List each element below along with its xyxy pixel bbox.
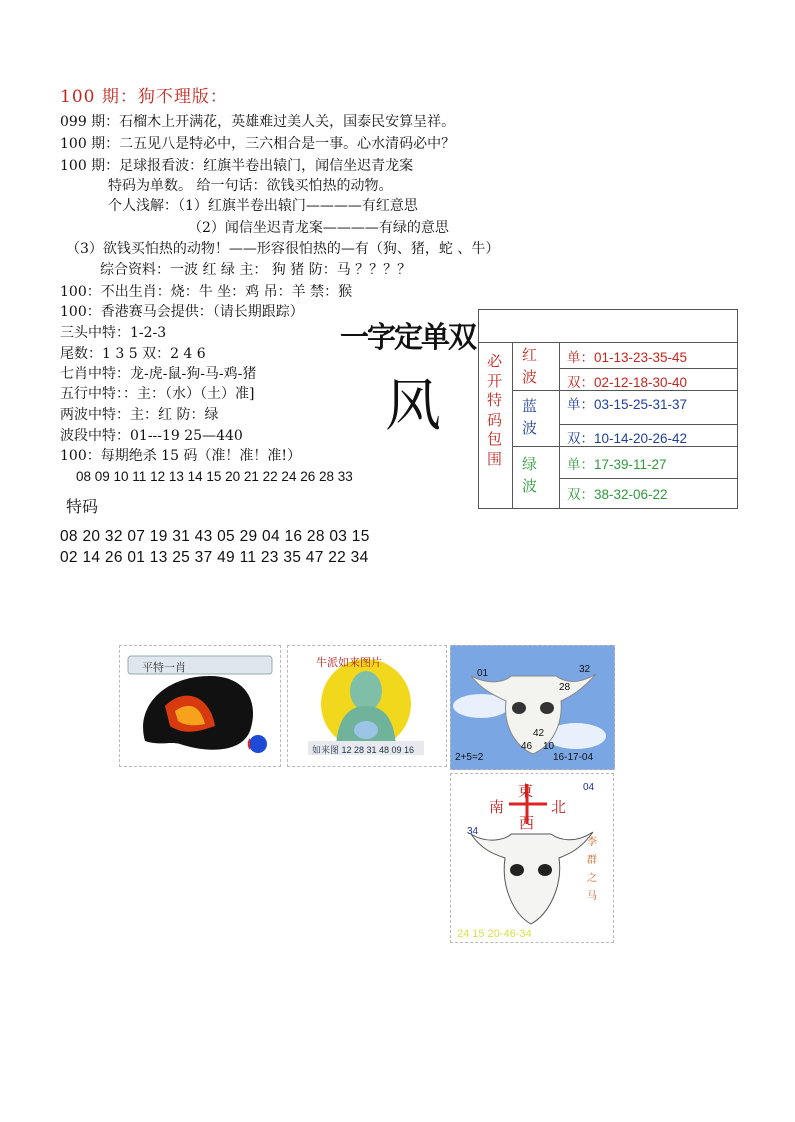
- image-skull-compass: 東 南 北 西 04 34 李群之马 24 15 20-46-34: [450, 773, 614, 943]
- cell-green-odd: 单：17-39-11-27: [559, 447, 737, 479]
- image-skull-sky: 01 32 28 42 46 10 2+5=2 16-17-04: [450, 645, 615, 770]
- text-line-10: 100：香港赛马会提供：（请长期跟踪）: [60, 304, 304, 320]
- text-line-14: 五行中特：：主：（水）（土）准]: [60, 386, 255, 402]
- text-line-16: 波段中特：01---19 25—440: [60, 428, 243, 444]
- image-buddha: 牛派如来图片 如来图 12 28 31 48 09 16: [287, 645, 447, 767]
- special-label: 特码: [66, 497, 98, 516]
- big-title: 一字定单双: [340, 320, 476, 354]
- kill-numbers: 08 09 10 11 12 13 14 15 20 21 22 24 26 28 33: [76, 469, 353, 484]
- text-line-12: 尾数：1 3 5 双：2 4 6: [60, 346, 206, 362]
- text-line-2: 100 期：二五见八是特必中，三六相合是一事。心水清码必中？: [60, 136, 456, 152]
- text-line-6: （2）闻信坐迟青龙案————有绿的意思: [188, 220, 449, 236]
- side-label-cell: [479, 342, 513, 508]
- text-line-4: 特码为单数。 给一句话：欲钱买怕热的动物。: [108, 178, 393, 194]
- text-line-9: 100：不出生肖：烧：牛 坐：鸡 吊：羊 禁：猴: [60, 284, 353, 300]
- page-title: 100 期：狗不理版：: [60, 87, 228, 107]
- text-line-7: （3）欲钱买怕热的动物！——形容很怕热的—有（狗、猪，蛇 、牛）: [66, 241, 500, 257]
- table-header: [479, 310, 737, 343]
- group-red: 红波: [512, 342, 560, 391]
- image-fire-logo: 平特一肖: [119, 645, 281, 767]
- text-line-11: 三头中特：1-2-3: [60, 325, 167, 341]
- side-label: 必开特码包围: [487, 352, 503, 468]
- number-row-2: 02 14 26 01 13 25 37 49 11 23 35 47 22 34: [60, 549, 369, 566]
- group-blue: 蓝波: [512, 391, 560, 447]
- wave-table: [478, 309, 738, 509]
- cell-blue-odd: 单：03-15-25-31-37: [559, 391, 737, 425]
- cell-red-odd: 单：01-13-23-35-45: [559, 342, 737, 369]
- text-line-5: 个人浅解：（1）红旗半卷出辕门————有红意思: [108, 198, 418, 214]
- cell-blue-even: 双：10-14-20-26-42: [559, 425, 737, 447]
- text-line-13: 七肖中特：龙-虎-鼠-狗-马-鸡-猪: [60, 366, 257, 382]
- cell-red-even: 双：02-12-18-30-40: [559, 369, 737, 391]
- text-line-1: 099 期：石榴木上开满花，英雄难过美人关，国泰民安算呈祥。: [60, 114, 456, 130]
- big-character: 风: [385, 374, 441, 439]
- number-row-1: 08 20 32 07 19 31 43 05 29 04 16 28 03 15: [60, 528, 370, 545]
- text-line-17: 100：每期绝杀 15 码（准！准！准!）: [60, 448, 302, 464]
- text-line-3: 100 期：足球报看波：红旗半卷出辕门，闻信坐迟青龙案: [60, 158, 414, 174]
- text-line-15: 两波中特：主：红 防：绿: [60, 407, 219, 423]
- text-line-8: 综合资料：一波 红 绿 主： 狗 猪 防：马 ？？？？: [100, 262, 412, 278]
- cell-green-even: 双：38-32-06-22: [567, 487, 668, 502]
- group-green: 绿波: [512, 447, 560, 508]
